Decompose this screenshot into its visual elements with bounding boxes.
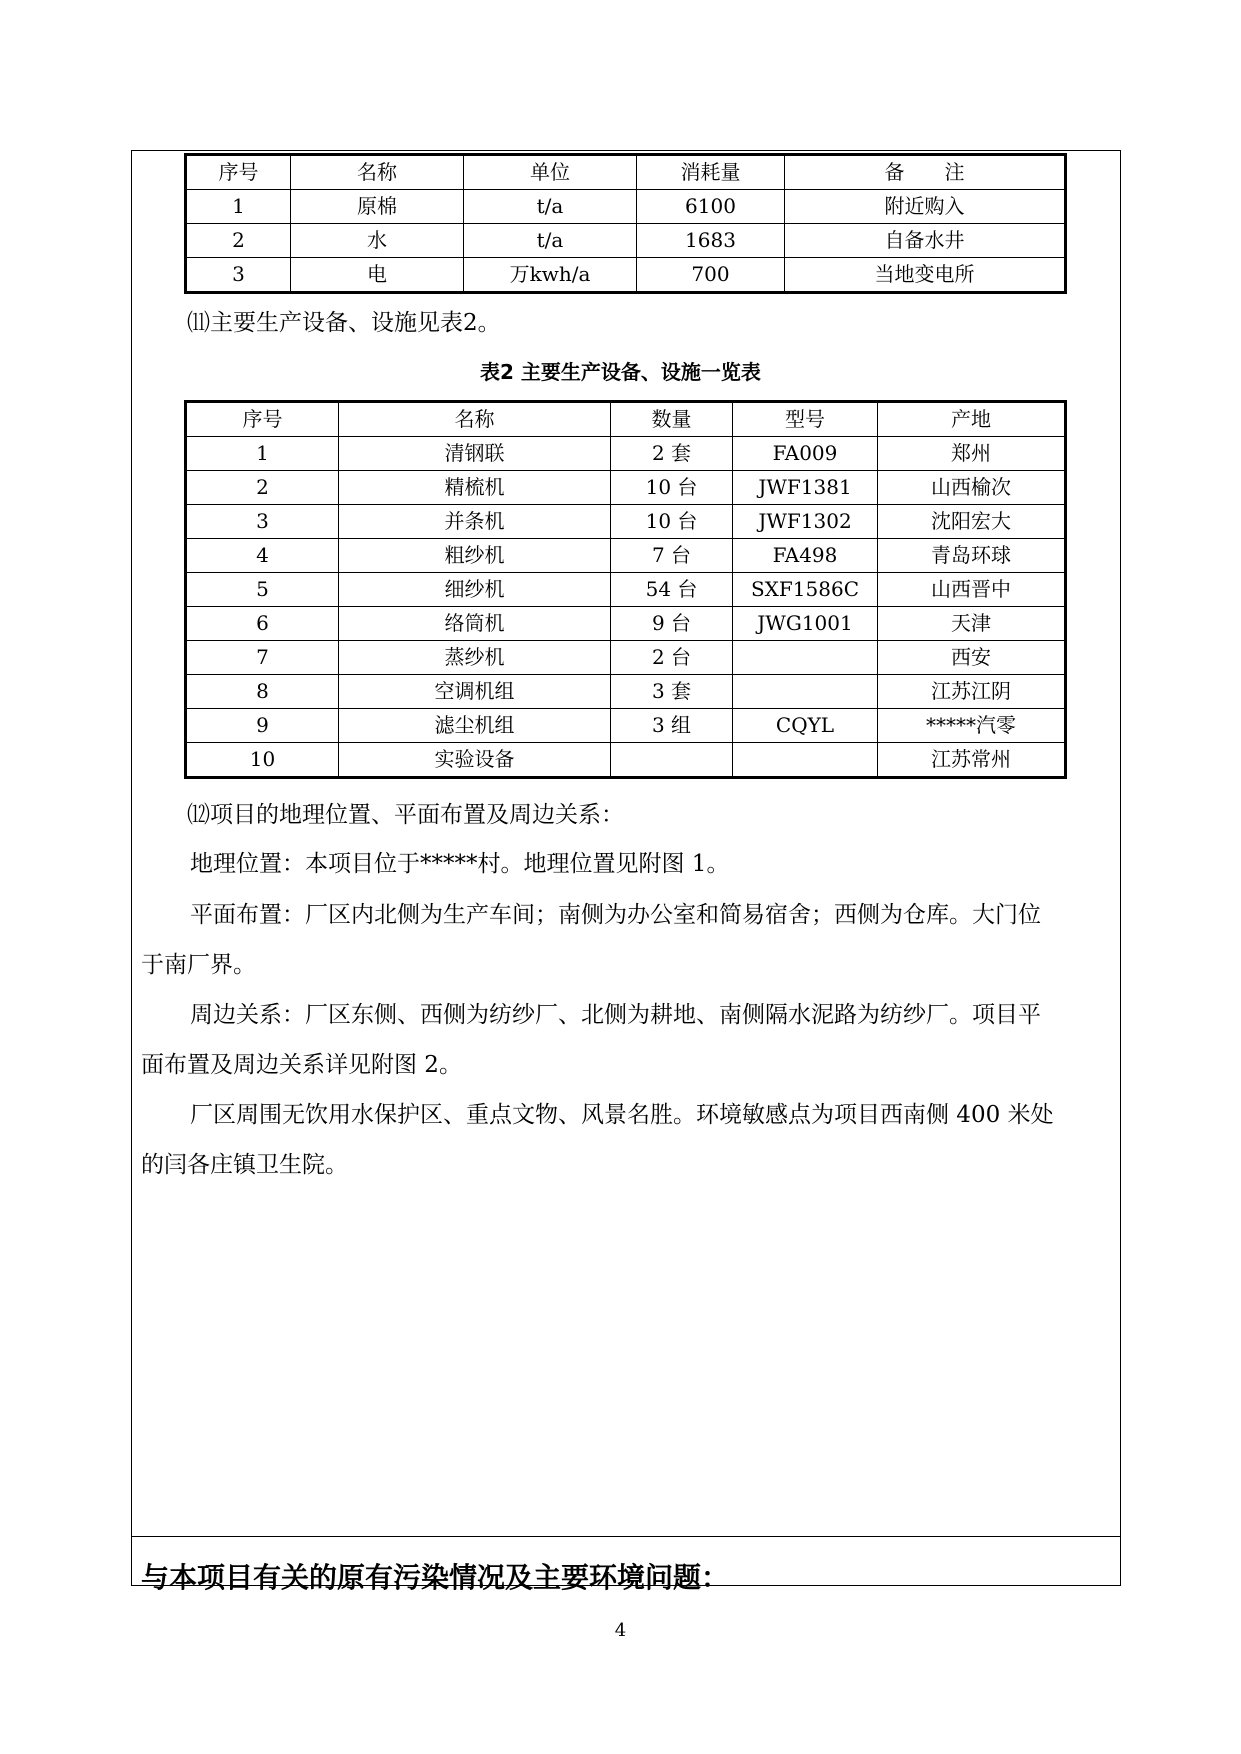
table-cell: 3 套	[611, 675, 733, 709]
paragraph-11: ⑾主要生产设备、设施见表2。	[187, 310, 501, 336]
header-cell: 序号	[186, 155, 291, 190]
table-row	[186, 437, 1066, 471]
layout-text-line1: 平面布置：厂区内北侧为生产车间；南侧为办公室和简易宿舍；西侧为仓库。大门位	[190, 902, 1041, 928]
table-cell	[733, 641, 878, 675]
table-cell: 7	[186, 641, 339, 675]
table-cell: 自备水井	[785, 224, 1066, 258]
table-cell: 8	[186, 675, 339, 709]
table-row	[186, 743, 1066, 778]
table-cell: 1	[186, 190, 291, 224]
table-cell: 6100	[637, 190, 785, 224]
table-row	[186, 190, 1066, 224]
table-cell: FA498	[733, 539, 878, 573]
table-cell: 3	[186, 505, 339, 539]
table-cell: t/a	[464, 224, 637, 258]
table-cell: 细纱机	[339, 573, 611, 607]
table-cell: 7 台	[611, 539, 733, 573]
table-cell: 10 台	[611, 471, 733, 505]
table-cell: 络筒机	[339, 607, 611, 641]
header-cell: 序号	[186, 402, 339, 437]
table-cell: 实验设备	[339, 743, 611, 778]
table-cell: 水	[291, 224, 464, 258]
header-cell: 消耗量	[637, 155, 785, 190]
header-cell: 单位	[464, 155, 637, 190]
table-cell	[733, 675, 878, 709]
table-cell: 山西晋中	[878, 573, 1066, 607]
table-cell: 空调机组	[339, 675, 611, 709]
table-cell: 3 组	[611, 709, 733, 743]
table-header-row	[186, 155, 1066, 190]
table-row	[186, 607, 1066, 641]
surround-text-line2: 面布置及周边关系详见附图 2。	[141, 1052, 462, 1078]
header-cell: 型号	[733, 402, 878, 437]
sensitive-text-line1: 厂区周围无饮用水保护区、重点文物、风景名胜。环境敏感点为项目西南侧 400 米处	[190, 1102, 1054, 1128]
table-row	[186, 539, 1066, 573]
table-cell	[733, 743, 878, 778]
header-cell: 名称	[291, 155, 464, 190]
header-cell: 数量	[611, 402, 733, 437]
table-cell: 4	[186, 539, 339, 573]
header-cell: 名称	[339, 402, 611, 437]
table-row	[186, 641, 1066, 675]
sensitive-text-line2: 的闫各庄镇卫生院。	[141, 1152, 348, 1178]
table-cell: 清钢联	[339, 437, 611, 471]
table-cell: 54 台	[611, 573, 733, 607]
table-cell: t/a	[464, 190, 637, 224]
table-cell: 山西榆次	[878, 471, 1066, 505]
table-cell: 10 台	[611, 505, 733, 539]
table-cell: 原棉	[291, 190, 464, 224]
table-cell: 9	[186, 709, 339, 743]
table-row	[186, 224, 1066, 258]
consumption-table-body	[186, 155, 1066, 293]
table-cell: 青岛环球	[878, 539, 1066, 573]
table-cell: 当地变电所	[785, 258, 1066, 293]
table-header-row	[186, 402, 1066, 437]
table-cell: 电	[291, 258, 464, 293]
equipment-table	[184, 400, 1067, 779]
table-cell	[611, 743, 733, 778]
table-cell: 万kwh/a	[464, 258, 637, 293]
table-cell: 西安	[878, 641, 1066, 675]
table-cell: 江苏常州	[878, 743, 1066, 778]
layout-text-line2: 于南厂界。	[141, 952, 256, 978]
table-cell: 蒸纱机	[339, 641, 611, 675]
table-cell: 附近购入	[785, 190, 1066, 224]
table-cell: 精梳机	[339, 471, 611, 505]
table-row	[186, 505, 1066, 539]
table-cell: 1	[186, 437, 339, 471]
table-cell: 滤尘机组	[339, 709, 611, 743]
table-cell: 粗纱机	[339, 539, 611, 573]
table-cell: 沈阳宏大	[878, 505, 1066, 539]
table-cell: JWG1001	[733, 607, 878, 641]
table-row	[186, 573, 1066, 607]
equipment-table-body	[186, 402, 1066, 778]
table-cell: 郑州	[878, 437, 1066, 471]
paragraph-12: ⑿项目的地理位置、平面布置及周边关系：	[187, 802, 624, 828]
table2-caption: 表2 主要生产设备、设施一览表	[480, 360, 761, 384]
table-cell: JWF1302	[733, 505, 878, 539]
table-cell: 2	[186, 471, 339, 505]
table-cell: 10	[186, 743, 339, 778]
table-cell: 1683	[637, 224, 785, 258]
surround-text-line1: 周边关系：厂区东侧、西侧为纺纱厂、北侧为耕地、南侧隔水泥路为纺纱厂。项目平	[190, 1002, 1041, 1028]
table-cell: CQYL	[733, 709, 878, 743]
location-text: 地理位置：本项目位于*****村。地理位置见附图 1。	[190, 851, 730, 877]
page-number: 4	[614, 1620, 627, 1641]
section-heading: 与本项目有关的原有污染情况及主要环境问题：	[141, 1561, 730, 1594]
table-cell: 6	[186, 607, 339, 641]
section-divider	[131, 1536, 1121, 1537]
table-cell: *****汽零	[878, 709, 1066, 743]
header-cell: 产地	[878, 402, 1066, 437]
table-cell: SXF1586C	[733, 573, 878, 607]
table-cell: FA009	[733, 437, 878, 471]
table-cell: 3	[186, 258, 291, 293]
consumption-table	[184, 153, 1067, 294]
table-cell: JWF1381	[733, 471, 878, 505]
table-cell: 2	[186, 224, 291, 258]
table-row	[186, 471, 1066, 505]
header-cell: 备 注	[785, 155, 1066, 190]
table-row	[186, 258, 1066, 293]
table-row	[186, 675, 1066, 709]
table-row	[186, 709, 1066, 743]
table-cell: 2 台	[611, 641, 733, 675]
table-cell: 700	[637, 258, 785, 293]
table-cell: 并条机	[339, 505, 611, 539]
table-cell: 5	[186, 573, 339, 607]
table-cell: 2 套	[611, 437, 733, 471]
table-cell: 天津	[878, 607, 1066, 641]
table-cell: 江苏江阴	[878, 675, 1066, 709]
table-cell: 9 台	[611, 607, 733, 641]
